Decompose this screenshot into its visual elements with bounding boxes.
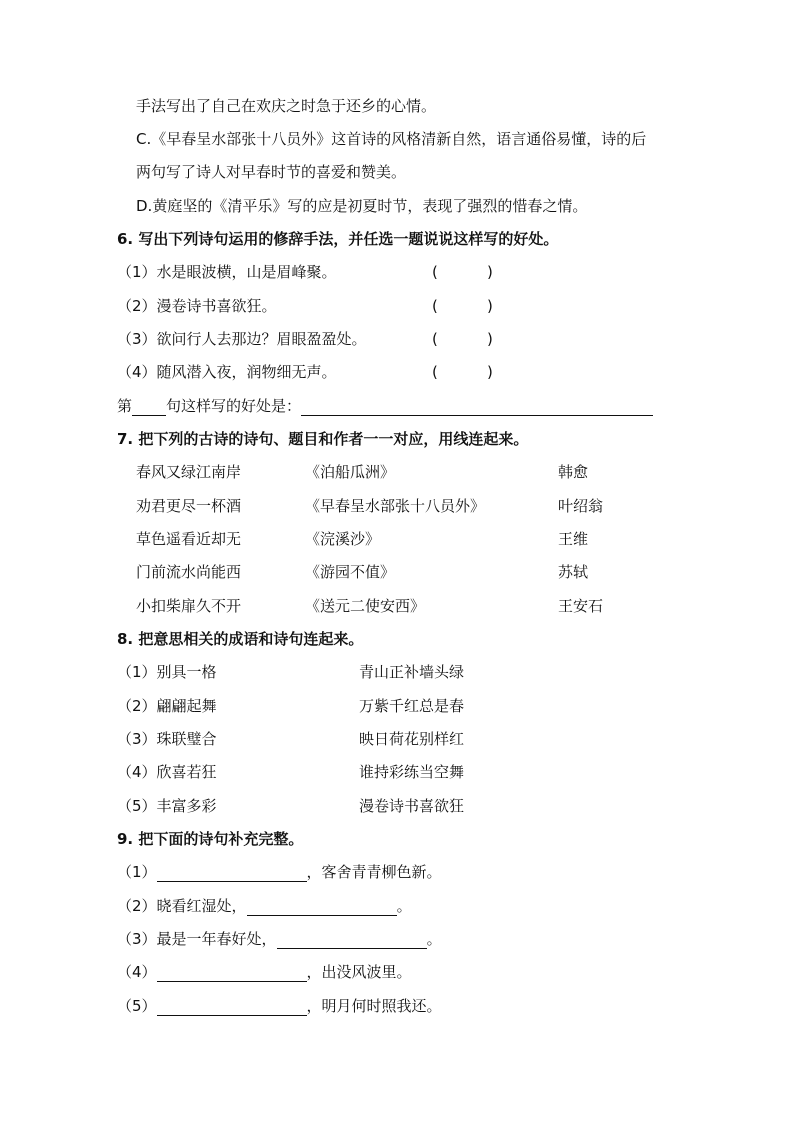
q8-idiom-2[interactable]: （2）翩翩起舞 bbox=[117, 697, 217, 715]
q7-title: 7. 把下列的古诗的诗句、题目和作者一一对应，用线连起来。 bbox=[117, 430, 529, 448]
q6-answer-paren-open-4: ( bbox=[432, 363, 438, 381]
q7-title-1[interactable]: 《泊船瓜洲》 bbox=[305, 463, 396, 481]
q8-verse-3[interactable]: 映日荷花别样红 bbox=[359, 730, 465, 748]
q8-idiom-4[interactable]: （4）欣喜若狂 bbox=[117, 763, 217, 781]
q7-author-3[interactable]: 王维 bbox=[558, 530, 589, 548]
q9-item-1: （1） ，客舍青青柳色新。 bbox=[117, 863, 442, 881]
option-c-line1: C.《早春呈水部张十八员外》这首诗的风格清新自然，语言通俗易懂，诗的后 bbox=[136, 130, 647, 148]
q8-verse-1[interactable]: 青山正补墙头绿 bbox=[359, 663, 465, 681]
q6-item-2: （2）漫卷诗书喜欲狂。 bbox=[117, 297, 277, 315]
q9-blank-5[interactable] bbox=[157, 999, 307, 1016]
q6-item-3: （3）欲问行人去那边？眉眼盈盈处。 bbox=[117, 330, 367, 348]
q7-verse-3[interactable]: 草色遥看近却无 bbox=[136, 530, 242, 548]
q6-item-1: （1）水是眼波横，山是眉峰聚。 bbox=[117, 263, 337, 281]
q7-title-5[interactable]: 《送元二使安西》 bbox=[305, 597, 426, 615]
q7-author-2[interactable]: 叶绍翁 bbox=[558, 497, 604, 515]
q6-reason-blank[interactable] bbox=[301, 399, 653, 416]
option-d: D.黄庭坚的《清平乐》写的应是初夏时节，表现了强烈的惜春之情。 bbox=[136, 197, 588, 215]
q9-title: 9. 把下面的诗句补充完整。 bbox=[117, 830, 304, 848]
q9-blank-1[interactable] bbox=[157, 865, 307, 882]
q7-verse-5[interactable]: 小扣柴扉久不开 bbox=[136, 597, 242, 615]
q7-verse-4[interactable]: 门前流水尚能西 bbox=[136, 563, 242, 581]
q7-verse-1[interactable]: 春风又绿江南岸 bbox=[136, 463, 242, 481]
q8-idiom-1[interactable]: （1）别具一格 bbox=[117, 663, 217, 681]
q8-title: 8. 把意思相关的成语和诗句连起来。 bbox=[117, 630, 364, 648]
option-b-continued: 手法写出了自己在欢庆之时急于还乡的心情。 bbox=[136, 97, 437, 115]
q7-author-4[interactable]: 苏轼 bbox=[558, 563, 589, 581]
q7-title-3[interactable]: 《浣溪沙》 bbox=[305, 530, 381, 548]
option-c-line2: 两句写了诗人对早春时节的喜爱和赞美。 bbox=[136, 163, 407, 181]
q6-answer-paren-open-1: ( bbox=[432, 263, 438, 281]
q9-item-4: （4） ，出没风波里。 bbox=[117, 963, 412, 981]
q6-answer-line: 第 句这样写的好处是： bbox=[117, 396, 653, 416]
q7-title-2[interactable]: 《早春呈水部张十八员外》 bbox=[305, 497, 486, 515]
q7-author-1[interactable]: 韩愈 bbox=[558, 463, 589, 481]
q9-blank-4[interactable] bbox=[157, 965, 307, 982]
q8-verse-5[interactable]: 漫卷诗书喜欲狂 bbox=[359, 797, 465, 815]
q9-blank-2[interactable] bbox=[247, 899, 397, 916]
q6-answer-paren-close-4: ) bbox=[487, 363, 493, 381]
q8-verse-4[interactable]: 谁持彩练当空舞 bbox=[359, 763, 465, 781]
q7-verse-2[interactable]: 劝君更尽一杯酒 bbox=[136, 497, 242, 515]
q6-answer-paren-open-2: ( bbox=[432, 297, 438, 315]
q9-blank-3[interactable] bbox=[277, 932, 427, 949]
q8-idiom-3[interactable]: （3）珠联璧合 bbox=[117, 730, 217, 748]
q8-verse-2[interactable]: 万紫千红总是春 bbox=[359, 697, 465, 715]
q6-answer-paren-close-1: ) bbox=[487, 263, 493, 281]
q6-sentence-number-blank[interactable] bbox=[132, 399, 166, 416]
q6-answer-paren-close-2: ) bbox=[487, 297, 493, 315]
q9-item-2: （2）晓看红湿处， 。 bbox=[117, 897, 412, 915]
q9-item-3: （3）最是一年春好处， 。 bbox=[117, 930, 442, 948]
q6-answer-paren-open-3: ( bbox=[432, 330, 438, 348]
q8-idiom-5[interactable]: （5）丰富多彩 bbox=[117, 797, 217, 815]
q6-title: 6. 写出下列诗句运用的修辞手法，并任选一题说说这样写的好处。 bbox=[117, 230, 559, 248]
q9-item-5: （5） ，明月何时照我还。 bbox=[117, 997, 442, 1015]
q6-item-4: （4）随风潜入夜，润物细无声。 bbox=[117, 363, 337, 381]
q7-author-5[interactable]: 王安石 bbox=[558, 597, 604, 615]
q6-answer-paren-close-3: ) bbox=[487, 330, 493, 348]
q7-title-4[interactable]: 《游园不值》 bbox=[305, 563, 396, 581]
